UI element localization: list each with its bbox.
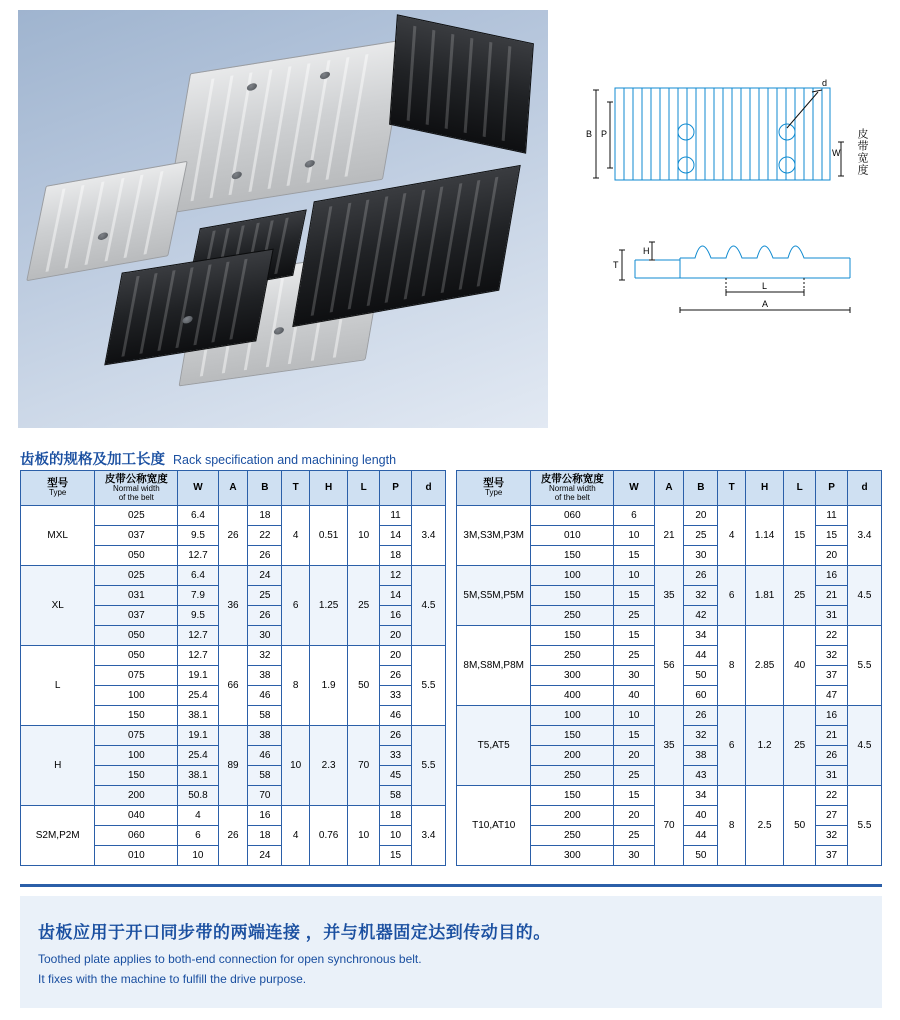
cell-A: 35 (654, 706, 684, 786)
cell-P: 18 (380, 806, 412, 826)
cell-H: 0.76 (310, 806, 348, 866)
cell-A: 36 (218, 566, 248, 646)
cell-B: 34 (684, 786, 718, 806)
cell-T: 6 (282, 566, 310, 646)
cell-B: 46 (248, 686, 282, 706)
col-L: L (348, 471, 380, 506)
cell-belt-code: 050 (95, 626, 178, 646)
cell-belt-code: 150 (95, 766, 178, 786)
cell-belt-code: 040 (95, 806, 178, 826)
col-B: B (684, 471, 718, 506)
cell-W: 15 (614, 626, 654, 646)
cell-belt-code: 150 (531, 586, 614, 606)
cell-belt-code: 250 (531, 766, 614, 786)
cell-H: 2.5 (746, 786, 784, 866)
cell-B: 32 (248, 646, 282, 666)
cell-P: 45 (380, 766, 412, 786)
cell-B: 38 (248, 666, 282, 686)
cell-B: 26 (684, 566, 718, 586)
cell-P: 21 (816, 726, 848, 746)
cell-P: 15 (816, 526, 848, 546)
cell-belt-code: 200 (95, 786, 178, 806)
cell-P: 26 (816, 746, 848, 766)
cell-W: 12.7 (178, 626, 218, 646)
cell-type: 3M,S3M,P3M (457, 506, 531, 566)
cell-belt-code: 025 (95, 506, 178, 526)
cell-B: 18 (248, 826, 282, 846)
cell-belt-code: 060 (531, 506, 614, 526)
cell-d: 4.5 (412, 566, 446, 646)
cell-belt-code: 075 (95, 726, 178, 746)
cell-belt-code: 037 (95, 606, 178, 626)
col-width: 皮带公称宽度 Normal width of the belt (531, 471, 614, 506)
cell-T: 10 (282, 726, 310, 806)
table-header-row (457, 471, 882, 506)
cell-A: 35 (654, 566, 684, 626)
footer-text-en-2: It fixes with the machine to fulfill the drive purpose. (38, 972, 307, 986)
cell-B: 26 (684, 706, 718, 726)
cell-P: 46 (380, 706, 412, 726)
cell-H: 2.85 (746, 626, 784, 706)
cell-H: 1.9 (310, 646, 348, 726)
cell-W: 10 (178, 846, 218, 866)
cell-B: 60 (684, 686, 718, 706)
cell-belt-code: 100 (95, 686, 178, 706)
cell-H: 2.3 (310, 726, 348, 806)
cell-belt-code: 200 (531, 746, 614, 766)
cell-type: T10,AT10 (457, 786, 531, 866)
cell-belt-code: 025 (95, 566, 178, 586)
cell-W: 25 (614, 646, 654, 666)
cell-P: 47 (816, 686, 848, 706)
cell-T: 4 (282, 806, 310, 866)
col-P: P (816, 471, 848, 506)
cell-L: 40 (784, 626, 816, 706)
cell-belt-code: 400 (531, 686, 614, 706)
cell-H: 1.25 (310, 566, 348, 646)
cell-type: S2M,P2M (21, 806, 95, 866)
cell-P: 32 (816, 826, 848, 846)
cell-W: 25 (614, 606, 654, 626)
cell-B: 70 (248, 786, 282, 806)
cell-P: 58 (380, 786, 412, 806)
col-d: d (412, 471, 446, 506)
cell-P: 11 (380, 506, 412, 526)
cell-B: 22 (248, 526, 282, 546)
col-W: W (614, 471, 654, 506)
dim-label-A: A (762, 299, 769, 309)
cell-L: 10 (348, 506, 380, 566)
spec-table-right (456, 470, 882, 866)
dim-label-P: P (601, 129, 608, 139)
page-title (20, 448, 880, 469)
cell-P: 16 (380, 606, 412, 626)
cell-W: 10 (614, 566, 654, 586)
cell-belt-code: 250 (531, 646, 614, 666)
aluminium-plate-large (166, 39, 407, 214)
cell-P: 22 (816, 626, 848, 646)
col-T: T (282, 471, 310, 506)
plate-ribs (27, 162, 186, 280)
col-B: B (248, 471, 282, 506)
cell-T: 4 (282, 506, 310, 566)
col-H: H (310, 471, 348, 506)
cell-belt-code: 150 (531, 626, 614, 646)
cell-type: 8M,S8M,P8M (457, 626, 531, 706)
cell-T: 6 (718, 566, 746, 626)
cell-P: 27 (816, 806, 848, 826)
col-A: A (218, 471, 248, 506)
cell-B: 44 (684, 826, 718, 846)
cell-belt-code: 150 (95, 706, 178, 726)
cell-type: 5M,S5M,P5M (457, 566, 531, 626)
cell-B: 30 (684, 546, 718, 566)
cell-belt-code: 010 (531, 526, 614, 546)
cell-belt-code: 150 (531, 786, 614, 806)
table-body-left (21, 506, 446, 866)
cell-W: 15 (614, 586, 654, 606)
cell-W: 50.8 (178, 786, 218, 806)
cell-W: 25.4 (178, 686, 218, 706)
footer-text-en-1: Toothed plate applies to both-end connection for open synchronous belt. (38, 952, 422, 966)
aluminium-plate-small (26, 161, 188, 281)
cell-W: 12.7 (178, 646, 218, 666)
cell-d: 4.5 (848, 706, 882, 786)
table-row (21, 646, 446, 666)
plate-ribs (167, 40, 406, 213)
col-A: A (654, 471, 684, 506)
cell-belt-code: 050 (95, 646, 178, 666)
dim-label-B: B (586, 129, 593, 139)
cell-W: 9.5 (178, 526, 218, 546)
cell-P: 15 (380, 846, 412, 866)
cell-W: 7.9 (178, 586, 218, 606)
cell-B: 58 (248, 766, 282, 786)
cell-W: 6.4 (178, 566, 218, 586)
cell-A: 66 (218, 646, 248, 726)
cell-belt-code: 010 (95, 846, 178, 866)
col-width: 皮带公称宽度 Normal width of the belt (95, 471, 178, 506)
top-section (0, 0, 900, 432)
cell-A: 26 (218, 506, 248, 566)
cell-belt-code: 060 (95, 826, 178, 846)
cell-P: 10 (380, 826, 412, 846)
cell-A: 89 (218, 726, 248, 806)
cell-B: 32 (684, 726, 718, 746)
cell-P: 20 (380, 626, 412, 646)
cell-P: 26 (380, 726, 412, 746)
cell-P: 31 (816, 606, 848, 626)
table-row (21, 726, 446, 746)
cell-belt-code: 300 (531, 666, 614, 686)
cell-B: 46 (248, 746, 282, 766)
cell-d: 5.5 (412, 726, 446, 806)
footer-note (20, 896, 882, 1008)
cell-W: 15 (614, 726, 654, 746)
col-type: 型号 Type (21, 471, 95, 506)
cell-d: 4.5 (848, 566, 882, 626)
cell-A: 56 (654, 626, 684, 706)
cell-belt-code: 075 (95, 666, 178, 686)
col-L: L (784, 471, 816, 506)
dim-label-T: T (613, 260, 619, 270)
cell-type: XL (21, 566, 95, 646)
cell-B: 44 (684, 646, 718, 666)
table-row (21, 506, 446, 526)
cell-W: 20 (614, 806, 654, 826)
dim-label-L: L (762, 281, 768, 291)
cell-d: 3.4 (848, 506, 882, 566)
cell-B: 25 (248, 586, 282, 606)
cell-P: 21 (816, 586, 848, 606)
cell-W: 10 (614, 706, 654, 726)
cell-L: 25 (784, 706, 816, 786)
cell-W: 9.5 (178, 606, 218, 626)
technical-drawing (560, 10, 885, 428)
cell-W: 6.4 (178, 506, 218, 526)
cell-belt-code: 050 (95, 546, 178, 566)
table-row (457, 706, 882, 726)
cell-P: 33 (380, 686, 412, 706)
cell-P: 18 (380, 546, 412, 566)
cell-B: 50 (684, 666, 718, 686)
cell-belt-code: 150 (531, 726, 614, 746)
cell-P: 16 (816, 706, 848, 726)
cell-type: T5,AT5 (457, 706, 531, 786)
cell-W: 6 (178, 826, 218, 846)
cell-L: 70 (348, 726, 380, 806)
dim-label-H: H (643, 246, 650, 256)
col-H: H (746, 471, 784, 506)
dim-label-W: W (832, 148, 841, 158)
cell-L: 50 (784, 786, 816, 866)
cell-B: 58 (248, 706, 282, 726)
cell-T: 4 (718, 506, 746, 566)
cell-L: 25 (784, 566, 816, 626)
black-plate-upright (389, 14, 534, 153)
cell-P: 14 (380, 526, 412, 546)
cell-W: 38.1 (178, 766, 218, 786)
cell-P: 22 (816, 786, 848, 806)
col-W: W (178, 471, 218, 506)
footer-text-cn: 齿板应用于开口同步带的两端连接 ，并与机器固定达到传动目的。 (38, 923, 551, 942)
cell-T: 8 (718, 626, 746, 706)
cell-d: 3.4 (412, 506, 446, 566)
plate-ribs (293, 166, 519, 326)
belt-width-label: 皮带宽度 (856, 128, 868, 176)
cell-d: 5.5 (848, 626, 882, 706)
cell-belt-code: 100 (95, 746, 178, 766)
cell-B: 42 (684, 606, 718, 626)
cell-H: 1.2 (746, 706, 784, 786)
cell-H: 0.51 (310, 506, 348, 566)
cell-T: 8 (718, 786, 746, 866)
cell-B: 25 (684, 526, 718, 546)
cell-W: 25 (614, 826, 654, 846)
cell-H: 1.81 (746, 566, 784, 626)
table-row (457, 626, 882, 646)
cell-A: 26 (218, 806, 248, 866)
cell-belt-code: 150 (531, 546, 614, 566)
table-row (21, 566, 446, 586)
col-d: d (848, 471, 882, 506)
cell-P: 16 (816, 566, 848, 586)
cell-P: 20 (380, 646, 412, 666)
cell-belt-code: 100 (531, 566, 614, 586)
cell-W: 30 (614, 846, 654, 866)
product-photo (18, 10, 548, 428)
cell-A: 21 (654, 506, 684, 566)
cell-A: 70 (654, 786, 684, 866)
black-plate-large (292, 165, 521, 327)
cell-W: 25 (614, 766, 654, 786)
cell-B: 38 (248, 726, 282, 746)
spec-tables (20, 470, 882, 866)
drawing-svg (560, 10, 885, 428)
cell-B: 26 (248, 546, 282, 566)
plate-ribs (390, 15, 533, 152)
cell-B: 30 (248, 626, 282, 646)
cell-W: 38.1 (178, 706, 218, 726)
table-row (457, 506, 882, 526)
cell-B: 16 (248, 806, 282, 826)
cell-B: 18 (248, 506, 282, 526)
cell-W: 19.1 (178, 726, 218, 746)
cell-B: 20 (684, 506, 718, 526)
cell-type: MXL (21, 506, 95, 566)
cell-W: 4 (178, 806, 218, 826)
cell-P: 33 (380, 746, 412, 766)
cell-W: 15 (614, 786, 654, 806)
cell-L: 15 (784, 506, 816, 566)
page-title-en: Rack specification and machining length (173, 453, 397, 467)
cell-P: 32 (816, 646, 848, 666)
cell-B: 40 (684, 806, 718, 826)
cell-B: 43 (684, 766, 718, 786)
cell-W: 15 (614, 546, 654, 566)
cell-W: 40 (614, 686, 654, 706)
page-title-cn: 齿板的规格及加工长度 (20, 452, 165, 468)
cell-P: 31 (816, 766, 848, 786)
cell-T: 6 (718, 706, 746, 786)
table-body-right (457, 506, 882, 866)
cell-P: 37 (816, 846, 848, 866)
cell-W: 20 (614, 746, 654, 766)
cell-d: 5.5 (848, 786, 882, 866)
cell-d: 5.5 (412, 646, 446, 726)
cell-P: 11 (816, 506, 848, 526)
cell-B: 32 (684, 586, 718, 606)
cell-B: 26 (248, 606, 282, 626)
cell-L: 50 (348, 646, 380, 726)
table-header-row (21, 471, 446, 506)
table-row (457, 786, 882, 806)
col-type: 型号 Type (457, 471, 531, 506)
cell-H: 1.14 (746, 506, 784, 566)
cell-belt-code: 250 (531, 826, 614, 846)
cell-belt-code: 300 (531, 846, 614, 866)
cell-W: 6 (614, 506, 654, 526)
cell-P: 37 (816, 666, 848, 686)
cell-W: 10 (614, 526, 654, 546)
table-row (21, 806, 446, 826)
cell-belt-code: 100 (531, 706, 614, 726)
spec-table-left (20, 470, 446, 866)
cell-B: 38 (684, 746, 718, 766)
cell-P: 26 (380, 666, 412, 686)
cell-W: 19.1 (178, 666, 218, 686)
dim-label-d: d (822, 78, 828, 88)
cell-P: 12 (380, 566, 412, 586)
cell-B: 24 (248, 566, 282, 586)
cell-L: 25 (348, 566, 380, 646)
cell-T: 8 (282, 646, 310, 726)
col-P: P (380, 471, 412, 506)
cell-d: 3.4 (412, 806, 446, 866)
cell-belt-code: 250 (531, 606, 614, 626)
cell-belt-code: 200 (531, 806, 614, 826)
cell-belt-code: 037 (95, 526, 178, 546)
cell-belt-code: 031 (95, 586, 178, 606)
cell-P: 20 (816, 546, 848, 566)
cell-P: 14 (380, 586, 412, 606)
table-row (457, 566, 882, 586)
col-T: T (718, 471, 746, 506)
cell-W: 12.7 (178, 546, 218, 566)
cell-B: 50 (684, 846, 718, 866)
cell-W: 25.4 (178, 746, 218, 766)
cell-B: 34 (684, 626, 718, 646)
cell-type: H (21, 726, 95, 806)
cell-B: 24 (248, 846, 282, 866)
cell-L: 10 (348, 806, 380, 866)
footer-divider (20, 884, 882, 887)
cell-type: L (21, 646, 95, 726)
cell-W: 30 (614, 666, 654, 686)
